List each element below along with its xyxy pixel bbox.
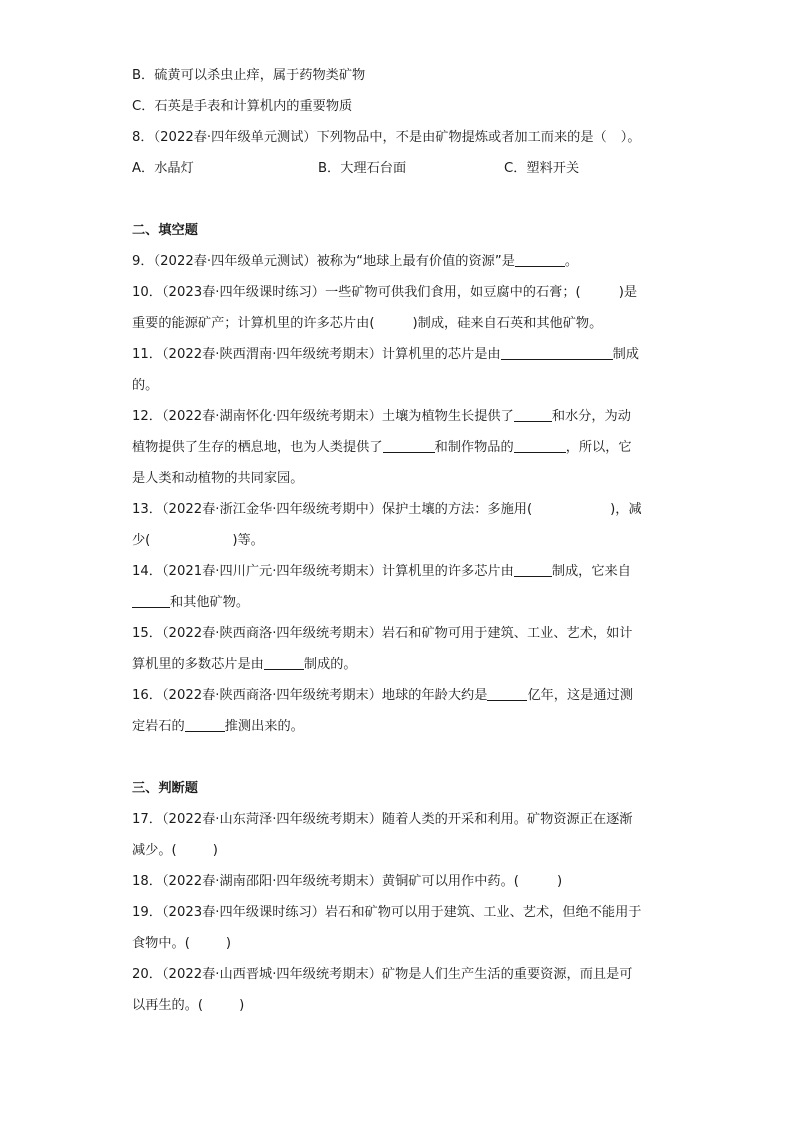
q16-text-b: 亿年，这是通过测 — [527, 688, 633, 703]
answer-blank[interactable] — [514, 438, 566, 453]
q17-text-c: ) — [212, 843, 218, 858]
q20-line1: 20．（2022春·山西晋城·四年级统考期末）矿物是人们生产生活的重要资源，而且是可 — [132, 967, 633, 982]
q13-text-b: )，减 — [610, 502, 642, 517]
q8-stem-text: 8．（2022春·四年级单元测试）下列物品中，不是由矿物提炼或者加工而来的是（ — [132, 130, 607, 145]
q20-text-b: 以再生的。( — [132, 998, 204, 1013]
answer-blank[interactable] — [132, 593, 170, 608]
q8-stem — [132, 122, 662, 153]
q11-text-b: 制成 — [612, 347, 639, 362]
q9 — [132, 246, 662, 277]
q13-text: 13．（2022春·浙江金华·四年级统考期中）保护土壤的方法：多施用( — [132, 502, 533, 517]
q16-text: 16．（2022春·陕西商洛·四年级统考期末）地球的年龄大约是 — [132, 688, 488, 703]
q13-line2 — [132, 525, 662, 556]
q13-text-d: )等。 — [232, 533, 264, 548]
q19-line1: 19．（2023春·四年级课时练习）岩石和矿物可以用于建筑、工业、艺术，但绝不能用于 — [132, 905, 642, 920]
q20-text-c: ) — [239, 998, 245, 1013]
q19-text-b: 食物中。( — [132, 936, 190, 951]
q17-line1: 17．（2022春·山东菏泽·四年级统考期末）随着人类的开采和利用。矿物资源正在逐渐 — [132, 812, 633, 827]
q8-stem-end: ）。 — [620, 130, 641, 145]
q13-line1 — [132, 494, 662, 525]
q16-text-d: 推测出来的。 — [224, 719, 304, 734]
q8-option-a: A．水晶灯 — [132, 161, 194, 176]
q12-text-e: ，所以，它 — [565, 440, 632, 455]
section-judgement-title: 三、判断题 — [132, 781, 198, 796]
q10-text-b: )是 — [618, 285, 638, 300]
q10-line1 — [132, 277, 662, 308]
answer-blank[interactable] — [515, 252, 565, 267]
q13-text-c: 少( — [132, 533, 151, 548]
q11-text: 11．（2022春·陕西渭南·四年级统考期末）计算机里的芯片是由 — [132, 347, 501, 362]
answer-blank[interactable] — [514, 562, 552, 577]
q12-line1 — [132, 401, 662, 432]
q12-text-c: 植物提供了生存的栖息地，也为人类提供了 — [132, 440, 383, 455]
answer-blank[interactable] — [185, 717, 225, 732]
q12-line2 — [132, 432, 662, 463]
q12-line3: 是人类和动植物的共同家园。 — [132, 471, 304, 486]
q14-text-b: 制成，它来自 — [551, 564, 631, 579]
q11-line2: 的。 — [132, 378, 159, 393]
q14-line1 — [132, 556, 662, 587]
q8-options — [132, 153, 662, 184]
q16-text-c: 定岩石的 — [132, 719, 185, 734]
q8-option-b: B．大理石台面 — [318, 161, 407, 176]
q9-text: 9．（2022春·四年级单元测试）被称为“地球上最有价值的资源”是 — [132, 254, 515, 269]
q16-line2 — [132, 711, 662, 742]
q18 — [132, 866, 662, 897]
q12-text-d: 和制作物品的 — [434, 440, 514, 455]
answer-blank[interactable] — [514, 407, 552, 422]
q10-line2 — [132, 308, 662, 339]
answer-blank[interactable] — [264, 655, 304, 670]
q8-option-c: C．塑料开关 — [504, 161, 580, 176]
answer-blank[interactable] — [501, 345, 613, 360]
q18-text: 18．（2022春·湖南邵阳·四年级统考期末）黄铜矿可以用作中药。( — [132, 874, 519, 889]
q7-option-c: C．石英是手表和计算机内的重要物质 — [132, 99, 353, 114]
q7-option-b: B．硫黄可以杀虫止痒，属于药物类矿物 — [132, 68, 366, 83]
worksheet-page — [132, 60, 662, 1021]
q14-text: 14．（2021春·四川广元·四年级统考期末）计算机里的许多芯片由 — [132, 564, 514, 579]
answer-blank[interactable] — [487, 686, 527, 701]
q10-text-c: 重要的能源矿产；计算机里的许多芯片由( — [132, 316, 375, 331]
q9-end: 。 — [564, 254, 579, 269]
q11-line1 — [132, 339, 662, 370]
q15-text-b: 算机里的多数芯片是由 — [132, 657, 264, 672]
q14-line2 — [132, 587, 662, 618]
q18-text-b: ) — [556, 874, 563, 889]
q10-text: 10．（2023春·四年级课时练习）一些矿物可供我们食用，如豆腐中的石膏；( — [132, 285, 581, 300]
answer-blank[interactable] — [383, 438, 435, 453]
q14-text-c: 和其他矿物。 — [170, 595, 250, 610]
q17-text-b: 减少。( — [132, 843, 177, 858]
q12-text: 12．（2022春·湖南怀化·四年级统考期末）土壤为植物生长提供了 — [132, 409, 514, 424]
q20-line2 — [132, 990, 662, 1021]
q15-line2 — [132, 649, 662, 680]
section-fill-in-title: 二、填空题 — [132, 223, 198, 238]
q19-text-c: ) — [225, 936, 232, 951]
q16-line1 — [132, 680, 662, 711]
q12-text-b: 和水分，为动 — [551, 409, 631, 424]
q19-line2 — [132, 928, 662, 959]
q10-text-d: )制成，硅来自石英和其他矿物。 — [412, 316, 603, 331]
q15-line1: 15．（2022春·陕西商洛·四年级统考期末）岩石和矿物可用于建筑、工业、艺术，如计 — [132, 626, 633, 641]
q15-text-c: 制成的。 — [303, 657, 357, 672]
q17-line2 — [132, 835, 662, 866]
